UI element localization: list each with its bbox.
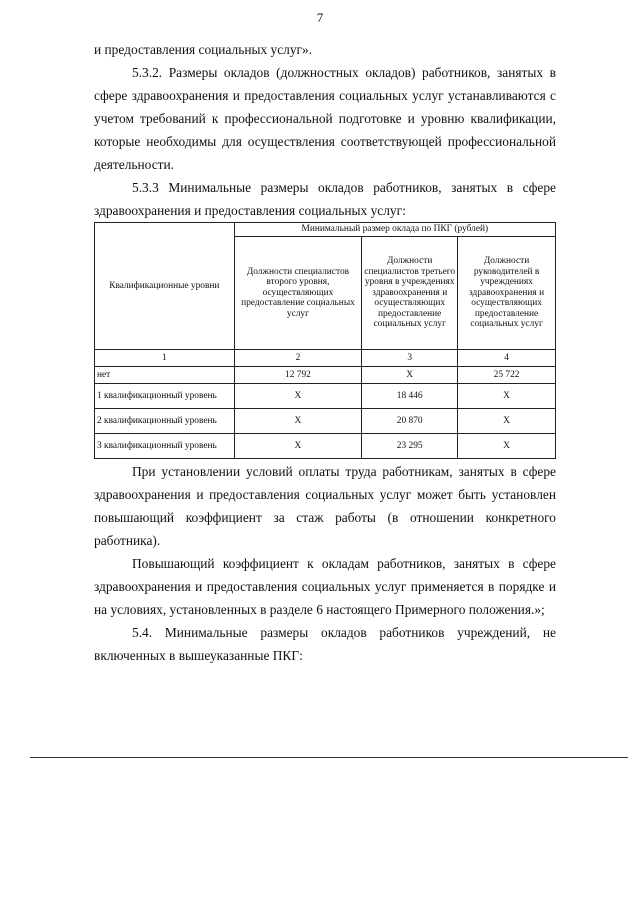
column-number: 1	[95, 350, 235, 367]
header-managers: Должности руководителей в учреждениях здравоохранения и осуществляющих предоставление социальных услуг	[458, 236, 556, 350]
paragraph: 5.3.3 Минимальные размеры окладов работников, занятых в сфере здравоохранения и предоставления социальных услуг:	[94, 180, 556, 218]
qualification-level: 3 квалификационный уровень	[95, 434, 235, 459]
paragraph: При установлении условий оплаты труда работникам, занятых в сфере здравоохранения и предоставления социальных услуг может быть установлен повышающий коэффициент за стаж работы (в отношении конкретного работника).	[94, 464, 556, 548]
table-cell: Х	[234, 434, 362, 459]
table-row	[95, 409, 556, 434]
table-cell: Х	[234, 409, 362, 434]
header-specialists-third-level: Должности специалистов третьего уровня в учреждениях здравоохранения и осуществляющих предоставление социальных услуг	[362, 236, 458, 350]
table-cell: Х	[234, 384, 362, 409]
column-number: 3	[362, 350, 458, 367]
table-cell: Х	[458, 384, 556, 409]
table-cell: 23 295	[362, 434, 458, 459]
column-number: 4	[458, 350, 556, 367]
salary-table	[94, 222, 556, 459]
table-cell: 12 792	[234, 367, 362, 384]
table-cell: 20 870	[362, 409, 458, 434]
table-cell: 25 722	[458, 367, 556, 384]
column-number: 2	[234, 350, 362, 367]
paragraph: и предоставления социальных услуг».	[94, 42, 313, 57]
qualification-level: 1 квалификационный уровень	[95, 384, 235, 409]
table-number-row	[95, 350, 556, 367]
text-block-bottom	[94, 460, 556, 667]
paragraph: 5.4. Минимальные размеры окладов работников учреждений, не включенных в вышеуказанные ПКГ:	[94, 625, 556, 663]
text-block-top	[94, 38, 556, 222]
paragraph: Повышающий коэффициент к окладам работников, занятых в сфере здравоохранения и предоставления социальных услуг применяется в порядке и на условиях, установленных в разделе 6 настоящего Примерного положения.»;	[94, 556, 556, 617]
table-row	[95, 434, 556, 459]
page-number: 7	[316, 10, 324, 25]
table-row	[95, 367, 556, 384]
table-cell: Х	[458, 434, 556, 459]
qualification-level: нет	[95, 367, 235, 384]
table-cell: Х	[362, 367, 458, 384]
table-row	[95, 384, 556, 409]
header-specialists-second-level: Должности специалистов второго уровня, осуществляющих предоставление социальных услуг	[234, 236, 362, 350]
qualification-level: 2 квалификационный уровень	[95, 409, 235, 434]
table-cell: Х	[458, 409, 556, 434]
table-header-row	[95, 223, 556, 237]
footer-divider	[30, 757, 628, 758]
header-min-salary-group: Минимальный размер оклада по ПКГ (рублей)	[234, 223, 555, 237]
header-qualification-levels: Квалификационные уровни	[95, 223, 235, 350]
table-cell: 18 446	[362, 384, 458, 409]
paragraph: 5.3.2. Размеры окладов (должностных окладов) работников, занятых в сфере здравоохранения и предоставления социальных услуг устанавливаются с учетом требований к профессиональной подготовке и уровню квалификации, которые необходимы для осуществления соответствующей профессиональной деятельности.	[94, 65, 556, 172]
